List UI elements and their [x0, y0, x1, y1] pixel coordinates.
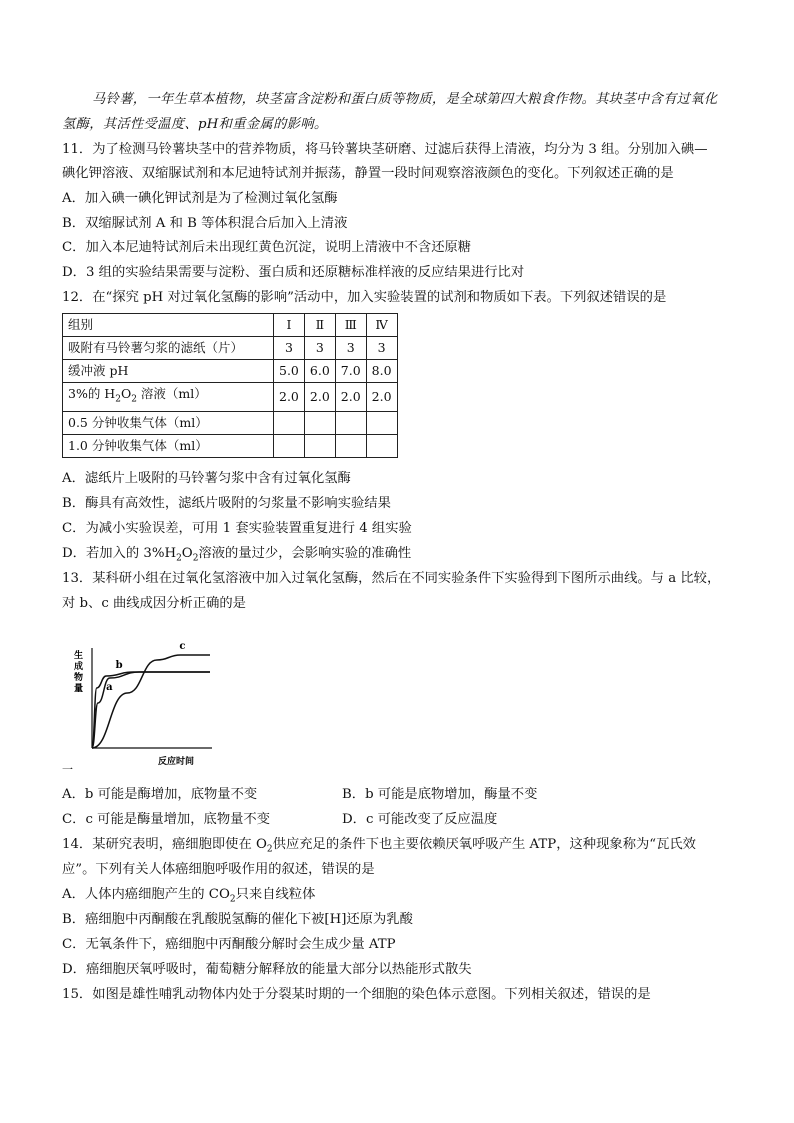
table-cell: 2.0 [304, 383, 335, 412]
table-cell: 8.0 [366, 360, 397, 383]
q12-option-c: C．为减小实验误差，可用 1 套实验装置重复进行 4 组实验 [62, 521, 412, 536]
table-cell: Ⅱ [304, 314, 335, 337]
table-cell: Ⅲ [335, 314, 366, 337]
q11-stem-1: 11．为了检测马铃薯块茎中的营养物质，将马铃薯块茎研磨、过滤后获得上清液，均分为 3 组。分别加入碘— [62, 142, 708, 157]
table-cell: 组别 [63, 314, 274, 337]
table-cell [63, 383, 274, 412]
q13-option-b: B．b 可能是底物增加，酶量不变 [342, 787, 538, 802]
q14-stem-suffix: 供应充足的条件下也主要依赖厌氧呼吸产生 ATP，这种现象称为“瓦氏效 [272, 837, 696, 852]
table-row [63, 314, 398, 337]
q12-d-sub-1: 2 [176, 553, 182, 564]
table-cell [366, 411, 397, 434]
q12-d-prefix: D．若加入的 3%H [62, 546, 177, 561]
table-row [63, 337, 398, 360]
q14-option-c: C．无氧条件下，癌细胞中丙酮酸分解时会生成少量 ATP [62, 937, 396, 952]
q13-option-a: A．b 可能是酶增加，底物量不变 [62, 787, 258, 802]
table-cell: 缓冲液 pH [63, 360, 274, 383]
table-cell: 3 [335, 337, 366, 360]
table-cell: 2.0 [366, 383, 397, 412]
table-cell: 3 [366, 337, 397, 360]
q11-option-b: B．双缩脲试剂 A 和 B 等体积混合后加入上清液 [62, 216, 348, 231]
intro-line-1: 马铃薯，一年生草本植物，块茎富含淀粉和蛋白质等物质，是全球第四大粮食作物。其块茎中含有过氧化 [92, 92, 718, 107]
q12-stem: 12．在“探究 pH 对过氧化氢酶的影响”活动中，加入实验装置的试剂和物质如下表。下列叙述错误的是 [62, 290, 667, 305]
h2o2-sub-2: 2 [131, 394, 137, 405]
q11-option-c: C．加入本尼迪特试剂后未出现红黄色沉淀，说明上清液中不含还原糖 [62, 240, 472, 255]
table-cell: 3 [274, 337, 305, 360]
q13-option-d: D．c 可能改变了反应温度 [342, 812, 498, 827]
table-cell [335, 434, 366, 457]
q14-stem-2: 应”。下列有关人体癌细胞呼吸作用的叙述，错误的是 [62, 862, 375, 877]
intro-line-2: 氢酶，其活性受温度、pH和重金属的影响。 [62, 117, 328, 132]
table-cell [304, 434, 335, 457]
q14-stem-sub: 2 [266, 844, 273, 855]
table-cell: 2.0 [335, 383, 366, 412]
table-cell [304, 411, 335, 434]
q11-stem-2: 碘化钾溶液、双缩脲试剂和本尼迪特试剂并振荡，静置一段时间观察溶液颜色的变化。下列叙述正确的是 [62, 166, 674, 181]
q12-d-suffix: 溶液的量过少，会影响实验的准确性 [198, 546, 412, 561]
q12-option-a: A．滤纸片上吸附的马铃薯匀浆中含有过氧化氢酶 [62, 471, 351, 486]
q13-stem-2: 对 b、c 曲线成因分析正确的是 [62, 596, 246, 611]
table-cell: 3 [304, 337, 335, 360]
table-cell [274, 411, 305, 434]
q11-option-d: D．3 组的实验结果需要与淀粉、蛋白质和还原糖标准样液的反应结果进行比对 [62, 265, 525, 280]
q12-option-d [62, 544, 411, 569]
table-row [63, 383, 398, 412]
h2o2-mid: O [120, 386, 132, 401]
table-row [63, 360, 398, 383]
q12-d-sub-2: 2 [192, 553, 199, 564]
q14-stem-1 [62, 835, 696, 860]
h2o2-prefix: 3%的 H [68, 386, 116, 401]
series-label-a: a [106, 682, 113, 693]
q13-stem-1: 13．某科研小组在过氧化氢溶液中加入过氧化氢酶，然后在不同实验条件下实验得到下图所示曲线。与 a 比较， [62, 571, 721, 586]
table-cell: 1.0 分钟收集气体（ml） [63, 434, 274, 457]
q14-stem-prefix: 14．某研究表明，癌细胞即使在 O [62, 837, 267, 852]
table-row [63, 434, 398, 457]
table-cell: 5.0 [274, 360, 305, 383]
stray-mark: 一 [62, 763, 73, 776]
h2o2-suffix: 溶液（ml） [136, 386, 207, 401]
series-line-c [92, 655, 210, 748]
q14-option-d: D．癌细胞厌氧呼吸时，葡萄糖分解释放的能量大部分以热能形式散失 [62, 962, 472, 977]
q14-a-suffix: 只来自线粒体 [235, 887, 316, 902]
q12-table [62, 313, 398, 458]
q12-d-mid: O [181, 546, 193, 561]
q14-a-sub: 2 [229, 894, 236, 905]
series-label-c: c [179, 641, 186, 652]
table-cell: 0.5 分钟收集气体（ml） [63, 411, 274, 434]
table-cell: 2.0 [274, 383, 305, 412]
table-row [63, 411, 398, 434]
q13-option-c: C．c 可能是酶量增加，底物量不变 [62, 812, 271, 827]
q15-stem: 15．如图是雄性哺乳动物体内处于分裂某时期的一个细胞的染色体示意图。下列相关叙述，错误的是 [62, 987, 651, 1002]
table-cell: 吸附有马铃薯匀浆的滤纸（片） [63, 337, 274, 360]
y-axis-label [74, 649, 83, 694]
table-cell: Ⅰ [274, 314, 305, 337]
q12-option-b: B．酶具有高效性，滤纸片吸附的匀浆量不影响实验结果 [62, 496, 391, 511]
y-axis-label-char: 生 [74, 651, 84, 661]
table-cell: 7.0 [335, 360, 366, 383]
h2o2-sub-1: 2 [115, 394, 121, 405]
table-cell [366, 434, 397, 457]
q14-a-prefix: A．人体内癌细胞产生的 CO [62, 887, 230, 902]
table-cell [274, 434, 305, 457]
x-axis-label: 反应时间 [158, 757, 195, 767]
y-axis-label-char: 成 [74, 662, 84, 672]
y-axis-label-char: 物 [74, 673, 84, 683]
q11-option-a: A．加入碘一碘化钾试剂是为了检测过氧化氢酶 [62, 191, 338, 206]
q14-option-b: B．癌细胞中丙酮酸在乳酸脱氢酶的催化下被[H]还原为乳酸 [62, 912, 413, 927]
table-cell [335, 411, 366, 434]
series-label-b: b [115, 660, 123, 671]
table-cell: Ⅳ [366, 314, 397, 337]
table-cell: 6.0 [304, 360, 335, 383]
y-axis-label-char: 量 [74, 684, 84, 694]
q13-line-chart [62, 640, 222, 772]
q14-option-a [62, 885, 315, 910]
